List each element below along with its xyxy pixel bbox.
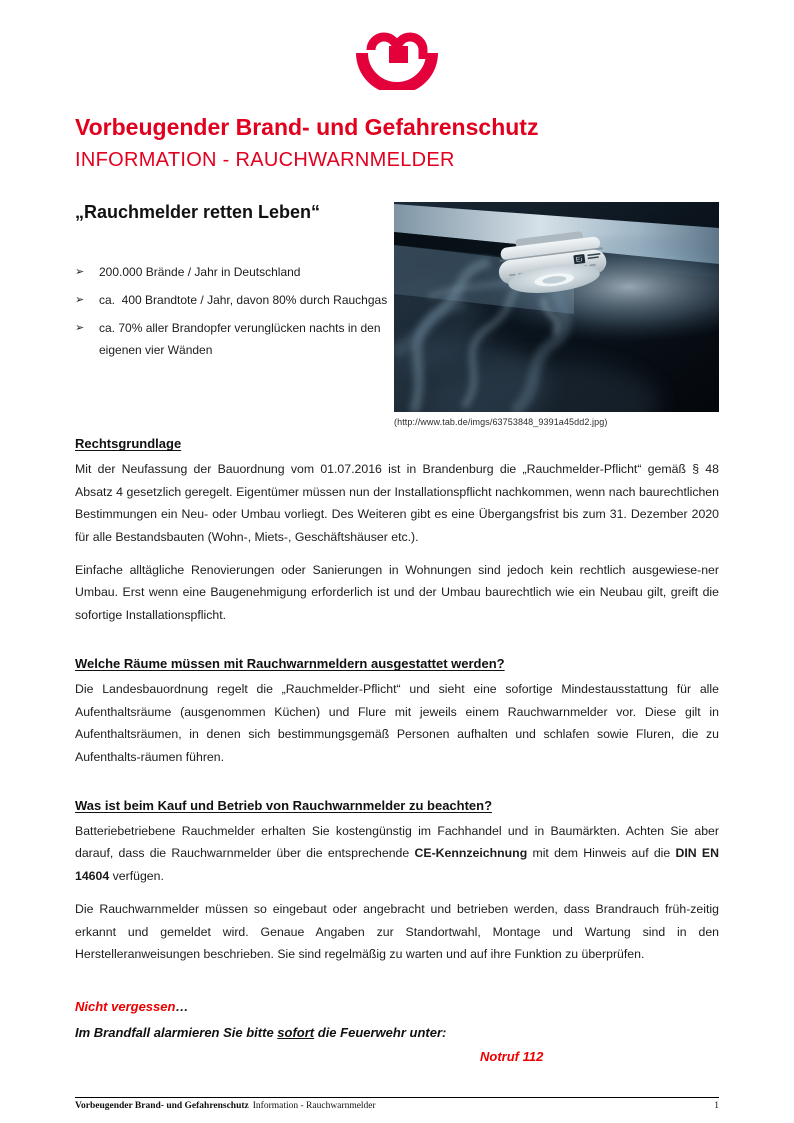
detector-brand-label: Ei bbox=[575, 256, 583, 265]
photo-source-caption: (http://www.tab.de/imgs/63753848_9391a45dd2.jpg) bbox=[394, 417, 608, 428]
smoke-detector-illustration bbox=[394, 202, 719, 412]
reminder-lead-dots: … bbox=[175, 999, 189, 1015]
reminder-lead-red: Nicht vergessen bbox=[75, 999, 176, 1015]
emergency-number: Notruf 112 bbox=[480, 1049, 544, 1065]
page-title: Vorbeugender Brand- und Gefahrenschutz bbox=[75, 114, 539, 140]
page-number: 1 bbox=[714, 1101, 719, 1111]
lead-quote-heading: „Rauchmelder retten Leben“ bbox=[75, 202, 321, 223]
list-item bbox=[75, 289, 393, 311]
section-heading-kauf: Was ist beim Kauf und Betrieb von Rauchwarnmelder zu beachten? bbox=[75, 797, 493, 813]
smoke-detector-photo bbox=[394, 202, 719, 412]
list-item-text: ca. 400 Brandtote / Jahr, davon 80% durch Rauchgas bbox=[99, 293, 388, 308]
paragraph bbox=[75, 820, 719, 887]
section-heading-rechtsgrundlage: Rechtsgrundlage bbox=[75, 436, 182, 452]
reminder-call-text: die Feuerwehr unter: bbox=[314, 1025, 447, 1041]
reminder-block bbox=[75, 999, 719, 1064]
arrow-bullet-icon: ➢ bbox=[75, 322, 85, 335]
footer-title-regular: Information - Rauchwarnmelder bbox=[252, 1101, 376, 1111]
sofort-underlined: sofort bbox=[277, 1025, 315, 1041]
page-subtitle: INFORMATION - RAUCHWARNMELDER bbox=[75, 149, 455, 172]
header-logo-area bbox=[75, 0, 719, 88]
paragraph: Mit der Neufassung der Bauordnung vom 01.07.2016 ist in Brandenburg die „Rauchmelder-Pflicht“ gemäß § 48 Absatz 4 gesetzlich geregelt. Eigentümer müssen nun der Installationspflicht nachkommen, wenn nach baurechtlichen Bestimmungen ein Neu- oder Umbau vorliegt. Des Weiteren gibt es eine Übergangsfrist bis zum 31. Dezember 2020 für alle Bestandsbauten (Wohn-, Miets-, Geschäftshäuser etc.). bbox=[75, 462, 719, 544]
paragraph: Die Landesbauordnung regelt die „Rauchmelder-Pflicht“ und sieht eine sofortige Mindestausstattung für alle Aufenthaltsräume (ausgenommen Küchen) und Flure mit jeweils einem Rauchwarnmelder vor. Diese gilt in Aufenthaltsräumen, in denen sich bestimmungsgemäß Personen aufhalten und schlafen sowie Fluren, die zu Aufenthalts-räumen führen. bbox=[75, 682, 719, 764]
arrow-bullet-icon: ➢ bbox=[75, 266, 85, 279]
intro-row bbox=[75, 202, 719, 430]
ce-kennzeichnung-bold: CE-Kennzeichnung bbox=[414, 846, 528, 861]
intro-left-column bbox=[75, 202, 393, 430]
paragraph-text: Batteriebetriebene Rauchmelder erhalten Sie kostengünstig im Fachhandel und in Baumärkten. Achten Sie aber darauf, dass die Rauchwarnmelder über die entsprechende bbox=[75, 823, 719, 861]
reminder-call bbox=[75, 1025, 719, 1040]
page-footer bbox=[75, 1097, 719, 1111]
list-item-text: 200.000 Brände / Jahr in Deutschland bbox=[99, 265, 301, 280]
paragraph: Einfache alltägliche Renovierungen oder Sanierungen in Wohnungen sind jedoch kein rechtlich ausgewiese-ner Umbau. Erst wenn eine Baugenehmigung erforderlich ist und der Umbau baurechtlich wie ein Neubau gilt, greift die sofortige Installationspflicht. bbox=[75, 563, 719, 622]
din-en-14604-bold: DIN EN 14604 bbox=[75, 846, 719, 883]
list-item bbox=[75, 261, 393, 283]
reminder-lead bbox=[75, 999, 719, 1014]
city-smiley-logo-icon bbox=[351, 28, 443, 90]
paragraph-text: mit dem Hinweis auf die bbox=[527, 846, 676, 861]
footer-title bbox=[75, 1101, 376, 1111]
fact-bullet-list bbox=[75, 261, 393, 361]
paragraph: Die Rauchwarnmelder müssen so eingebaut oder angebracht und betrieben werden, dass Brandrauch früh-zeitig erkannt und gemeldet wird. Genaue Angaben zur Standortwahl, Montage und Wartung sind in den Herstelleranweisungen beschrieben. Sie sind regelmäßig zu warten und auf ihre Funktion zu überprüfen. bbox=[75, 902, 719, 961]
section-heading-raeume: Welche Räume müssen mit Rauchwarnmeldern ausgestattet werden? bbox=[75, 656, 505, 672]
list-item bbox=[75, 317, 393, 361]
arrow-bullet-icon: ➢ bbox=[75, 294, 85, 307]
paragraph-text: verfügen. bbox=[109, 868, 164, 883]
list-item-text: ca. 70% aller Brandopfer verunglücken nachts in den eigenen vier Wänden bbox=[99, 321, 381, 358]
reminder-call-text: Im Brandfall alarmieren Sie bitte bbox=[75, 1025, 278, 1041]
footer-title-bold: Vorbeugender Brand- und Gefahrenschutz bbox=[75, 1101, 249, 1111]
intro-photo-column bbox=[394, 202, 719, 430]
